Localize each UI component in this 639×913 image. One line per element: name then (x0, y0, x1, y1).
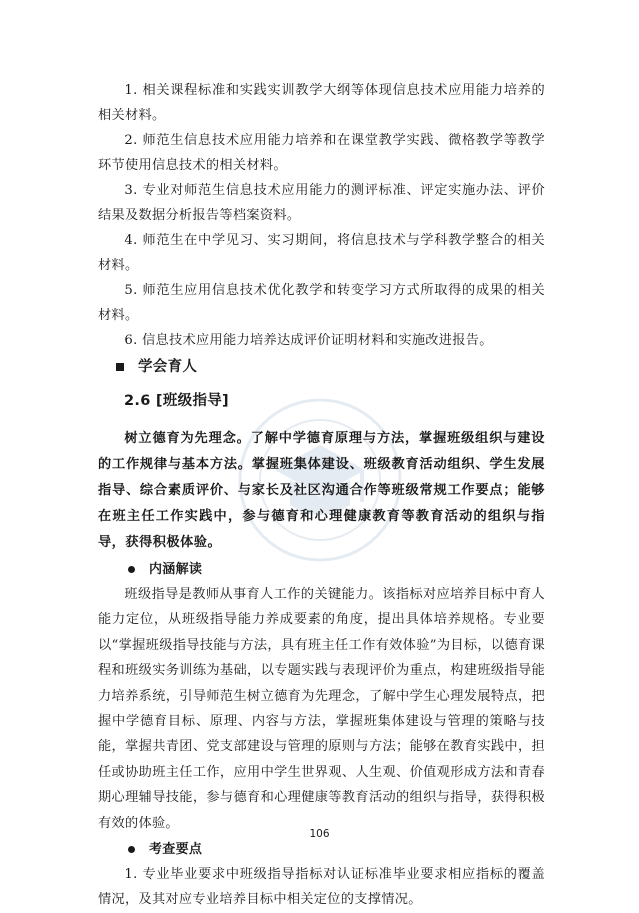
list-item: 1. 相关课程标准和实践实训教学大纲等体现信息技术应用能力培养的相关材料。 (98, 83, 545, 123)
page-number: 106 (309, 828, 330, 840)
document-content (98, 78, 545, 913)
list-item: 5. 师范生应用信息技术优化教学和转变学习方式所取得的成果的相关材料。 (98, 283, 545, 323)
bullet-icon (128, 846, 135, 853)
connotation-text: 班级指导是教师从事育人工作的关键能力。该指标对应培养目标中育人能力定位，从班级指导能力养成要素的角度，提出具体培养规格。专业要以“掌握班级指导技能与方法，具有班主任工作有效体验”为目标，以德育课程和班级实务训练为基础，以专题实践与表现评价为重点，构建班级指导能力培养系统，引导师范生树立德育为先理念，了解中学生心理发展特点，把握中学德育目标、原理、内容与方法，掌握班集体建设与管理的策略与技能，掌握共青团、党支部建设与管理的原则与方法；能够在教育实践中，担任或协助班主任工作，应用中学生世界观、人生观、价值观形成方法和青春期心理辅导技能，参与德育和心理健康等教育活动的组织与指导，获得积极有效的体验。 (98, 587, 545, 831)
connotation-heading (128, 557, 545, 582)
standard-text: 树立德育为先理念。了解中学德育原理与方法，掌握班级组织与建设的工作规律与基本方法。掌握班集体建设、班级教育活动组织、学生发展指导、综合素质评价、与家长及社区沟通合作等班级常规工作要点；能够在班主任工作实践中，参与德育和心理健康教育等教育活动的组织与指导，获得积极体验。 (98, 431, 545, 550)
review-heading (128, 837, 545, 862)
section-heading (116, 354, 545, 380)
section-heading-text: 学会育人 (138, 359, 198, 375)
list-item: 4. 师范生在中学见习、实习期间，将信息技术与学科教学整合的相关材料。 (98, 233, 545, 273)
list-item: 6. 信息技术应用能力培养达成评价证明材料和实施改进报告。 (124, 333, 493, 348)
list-item: 3. 专业对师范生信息技术应用能力的测评标准、评定实施办法、评价结果及数据分析报告等档案资料。 (98, 183, 545, 223)
review-text: 1. 专业毕业要求中班级指导指标对认证标准毕业要求相应指标的覆盖情况，及其对应专业培养目标中相关定位的支撑情况。 (98, 867, 545, 908)
black-square-icon (116, 363, 124, 371)
bullet-icon (128, 566, 135, 573)
review-heading-text: 考查要点 (149, 842, 203, 858)
list-item: 2. 师范生信息技术应用能力培养和在课堂教学实践、微格教学等教学环节使用信息技术的相关材料。 (98, 133, 545, 173)
subsection-heading: 2.6 [班级指导] (124, 393, 229, 409)
connotation-heading-text: 内涵解读 (149, 562, 203, 577)
